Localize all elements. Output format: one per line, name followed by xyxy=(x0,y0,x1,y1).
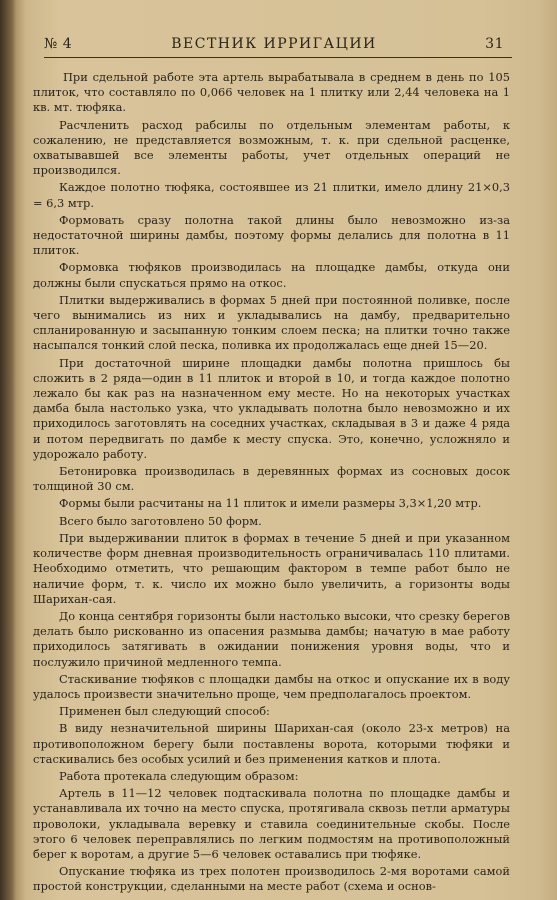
journal-title: ВЕСТНИК ИРРИГАЦИИ xyxy=(171,36,377,52)
paragraph: При сдельной работе эта артель вырабатывала в среднем в день по 105 плиток, что составляло по 0,066 человек на 1 плитку или 2,44 человека на 1 кв. мт. тюфяка. xyxy=(33,70,510,115)
paragraph: Артель в 11—12 человек подтаскивала полотна по площадке дамбы и устанавливала их точно на место спуска, протягивала сквозь петли арматуры проволоки, укладывала веревку и ставила соединительные скобы. После этого 6 человек переправлялись по легким подмостям на противоположный берег к воротам, а другие 5—6 человек оставались при тюфяке. xyxy=(33,786,510,861)
paragraph: Бетонировка производилась в деревянных формах из сосновых досок толщиной 30 см. xyxy=(33,464,510,494)
page-number: 31 xyxy=(485,36,504,52)
issue-number: № 4 xyxy=(44,36,73,52)
paragraph: Формы были расчитаны на 11 плиток и имели размеры 3,3×1,20 мтр. xyxy=(59,496,482,511)
paragraph: Плитки выдерживались в формах 5 дней при постоянной поливке, после чего вынимались из них и укладывались на дамбу, предварительно спланированную и засыпанную тонким слоем песка; на плитки точно также насыпался тонкий слой песка, поливка их продолжалась еще дней 15—20. xyxy=(33,292,510,353)
book-spine-shadow xyxy=(0,0,16,900)
paragraph: Работа протекала следующим образом: xyxy=(59,768,299,783)
paragraph: При достаточной ширине площадки дамбы полотна пришлось бы сложить в 2 ряда—один в 11 плиток и второй в 10, и тогда каждое полотно лежало бы как раз на назначенном ему месте. Но на некоторых участках дамба была настолько узка, что укладывать полотна было невозможно и их приходилось заготовлять на соседних участках, складывая в 3 и даже 4 ряда и потом передвигать по дамбе к месту спуска. Это, конечно, усложняло и удорожало работу. xyxy=(33,355,510,461)
paragraph: Формовка тюфяков производилась на площадке дамбы, откуда они должны были спускаться прямо на откос. xyxy=(33,260,510,290)
running-header xyxy=(44,36,504,56)
paragraph: Применен был следующий способ: xyxy=(59,704,270,719)
paragraph: Каждое полотно тюфяка, состоявшее из 21 плитки, имело длину 21×0,3 = 6,3 мтр. xyxy=(33,180,510,210)
paragraph: До конца сентября горизонты были настолько высоки, что срезку берегов делать было рискованно из опасения размыва дамбы; начатую в мае работу приходилось затягивать в ожидании понижения уровня воды, что и послужило причиной медленного темпа. xyxy=(33,608,510,669)
header-rule xyxy=(44,57,512,58)
paragraph: Опускание тюфяка из трех полотен производилось 2-мя воротами самой простой конструкции, сделанными на месте работ (схема и основ- xyxy=(33,864,510,894)
paragraph: В виду незначительной ширины Шарихан-сая (около 23-х метров) на противоположном берегу были поставлены ворота, которыми тюфяки и стаскивались без особых усилий и без применения катков и плота. xyxy=(33,721,510,766)
paragraph: Стаскивание тюфяков с площадки дамбы на откос и опускание их в воду удалось произвести значительно проще, чем предполагалось проектом. xyxy=(33,671,510,701)
paragraph: Расчленить расход рабсилы по отдельным элементам работы, к сожалению, не представляется возможным, т. к. при сдельной расценке, охватывавшей все элементы работы, учет отдельных операций не производился. xyxy=(33,117,510,178)
paragraph: При выдерживании плиток в формах в течение 5 дней и при указанном количестве форм дневная производительность ограничивалась 110 плитами. Необходимо отметить, что решающим фактором в темпе работ было не наличие форм, т. к. число их можно было увеличить, а горизонты воды Шарихан-сая. xyxy=(33,530,510,606)
paragraph: Формовать сразу полотна такой длины было невозможно из-за недостаточной ширины дамбы, поэтому формы делались для полотна в 11 плиток. xyxy=(33,212,510,258)
paragraph: Всего было заготовлено 50 форм. xyxy=(59,513,262,528)
article-body xyxy=(33,70,510,897)
